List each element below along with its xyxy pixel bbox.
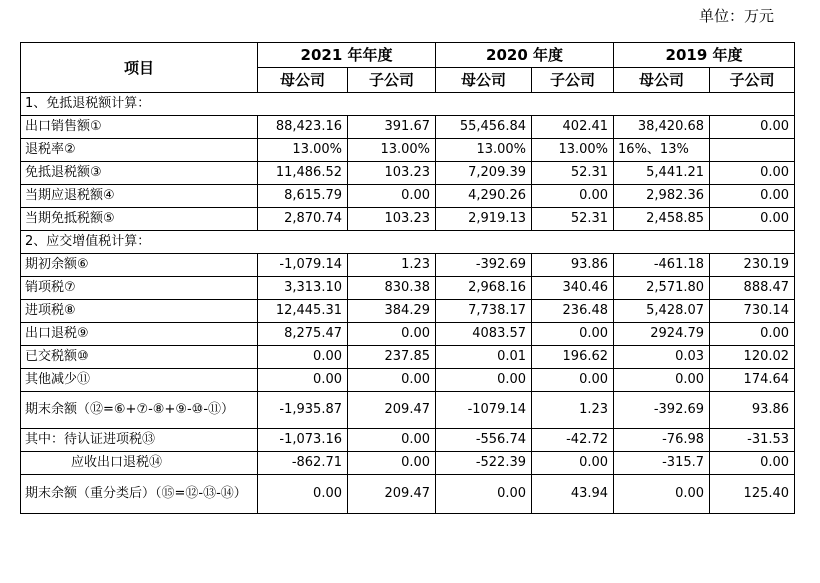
cell-value: 2,571.80 xyxy=(614,277,710,300)
cell-value: 730.14 xyxy=(710,300,795,323)
cell-value: 391.67 xyxy=(348,116,436,139)
cell-value: -1,073.16 xyxy=(258,429,348,452)
cell-value: -461.18 xyxy=(614,254,710,277)
cell-value: 103.23 xyxy=(348,208,436,231)
cell-value: -1,079.14 xyxy=(258,254,348,277)
cell-value: 888.47 xyxy=(710,277,795,300)
cell-value: 0.00 xyxy=(258,475,348,514)
row-label: 当期应退税额④ xyxy=(21,185,258,208)
cell-value: -315.7 xyxy=(614,452,710,475)
table-row-pending-input-tax xyxy=(21,429,795,452)
cell-value: 0.00 xyxy=(710,452,795,475)
cell-value: 0.00 xyxy=(348,452,436,475)
child-header: 子公司 xyxy=(532,68,614,93)
cell-value: 8,615.79 xyxy=(258,185,348,208)
child-header: 子公司 xyxy=(710,68,795,93)
cell-value: 7,209.39 xyxy=(436,162,532,185)
cell-value: 13.00% xyxy=(436,139,532,162)
cell-value: 0.00 xyxy=(348,429,436,452)
cell-value: 13.00% xyxy=(258,139,348,162)
cell-value: 11,486.52 xyxy=(258,162,348,185)
cell-value: 4083.57 xyxy=(436,323,532,346)
table-row-ending-balance xyxy=(21,392,795,429)
table-row xyxy=(21,300,795,323)
cell-value: 125.40 xyxy=(710,475,795,514)
row-label: 期初余额⑥ xyxy=(21,254,258,277)
cell-value: 120.02 xyxy=(710,346,795,369)
cell-value: 236.48 xyxy=(532,300,614,323)
table-row xyxy=(21,323,795,346)
cell-value: 0.00 xyxy=(532,185,614,208)
cell-value: 2,458.85 xyxy=(614,208,710,231)
table-row xyxy=(21,208,795,231)
row-label: 免抵退税额③ xyxy=(21,162,258,185)
cell-value: -31.53 xyxy=(710,429,795,452)
cell-value: 38,420.68 xyxy=(614,116,710,139)
table-row xyxy=(21,254,795,277)
cell-value: 384.29 xyxy=(348,300,436,323)
cell-value: 0.00 xyxy=(348,185,436,208)
cell-value: 7,738.17 xyxy=(436,300,532,323)
cell-value: 4,290.26 xyxy=(436,185,532,208)
row-label: 进项税⑧ xyxy=(21,300,258,323)
cell-value: 5,428.07 xyxy=(614,300,710,323)
cell-value: -76.98 xyxy=(614,429,710,452)
cell-value: -1,935.87 xyxy=(258,392,348,429)
cell-value: 2,919.13 xyxy=(436,208,532,231)
cell-value: 209.47 xyxy=(348,392,436,429)
cell-value: 0.01 xyxy=(436,346,532,369)
cell-value: 0.00 xyxy=(614,369,710,392)
cell-value: 12,445.31 xyxy=(258,300,348,323)
row-label: 当期免抵税额⑤ xyxy=(21,208,258,231)
year-header-2020: 2020 年度 xyxy=(436,43,614,68)
row-label: 期末余额（重分类后）（⑮=⑫-⑬-⑭） xyxy=(21,475,258,514)
cell-value: 5,441.21 xyxy=(614,162,710,185)
cell-value: -42.72 xyxy=(532,429,614,452)
year-header-2021: 2021 年年度 xyxy=(258,43,436,68)
cell-value: 103.23 xyxy=(348,162,436,185)
cell-value: 0.00 xyxy=(614,475,710,514)
row-label: 退税率② xyxy=(21,139,258,162)
cell-value: 0.00 xyxy=(532,323,614,346)
row-label: 其他减少⑪ xyxy=(21,369,258,392)
table-row xyxy=(21,139,795,162)
cell-value: 196.62 xyxy=(532,346,614,369)
row-label: 出口退税⑨ xyxy=(21,323,258,346)
parent-header: 母公司 xyxy=(614,68,710,93)
cell-value: 2,982.36 xyxy=(614,185,710,208)
section-title-refund-calc: 1、免抵退税额计算： xyxy=(21,93,795,116)
cell-value: 93.86 xyxy=(532,254,614,277)
table-row xyxy=(21,369,795,392)
cell-value: 0.00 xyxy=(348,323,436,346)
cell-value: 13.00% xyxy=(348,139,436,162)
cell-value: 3,313.10 xyxy=(258,277,348,300)
cell-value: 2924.79 xyxy=(614,323,710,346)
table-row xyxy=(21,277,795,300)
table-row-export-refund-receivable xyxy=(21,452,795,475)
section-title-vat-calc: 2、应交增值税计算： xyxy=(21,231,795,254)
cell-value: 52.31 xyxy=(532,162,614,185)
cell-value: 0.00 xyxy=(258,346,348,369)
tax-refund-table xyxy=(20,42,795,514)
row-label: 应收出口退税⑭ xyxy=(21,452,258,475)
cell-value: 1.23 xyxy=(348,254,436,277)
table-row xyxy=(21,346,795,369)
cell-value: 230.19 xyxy=(710,254,795,277)
cell-value: 340.46 xyxy=(532,277,614,300)
cell-value: 0.03 xyxy=(614,346,710,369)
cell-value: 0.00 xyxy=(532,369,614,392)
cell-value: 0.00 xyxy=(348,369,436,392)
cell-value: 93.86 xyxy=(710,392,795,429)
table-row xyxy=(21,185,795,208)
cell-value: 16%、13% xyxy=(614,139,710,162)
cell-value: 237.85 xyxy=(348,346,436,369)
cell-value: 830.38 xyxy=(348,277,436,300)
cell-value: 2,870.74 xyxy=(258,208,348,231)
section-row xyxy=(21,231,795,254)
row-label: 期末余额（⑫=⑥+⑦-⑧+⑨-⑩-⑪） xyxy=(21,392,258,429)
cell-value: 174.64 xyxy=(710,369,795,392)
table-row-reclassified-ending-balance xyxy=(21,475,795,514)
cell-value: 0.00 xyxy=(710,323,795,346)
row-label: 出口销售额① xyxy=(21,116,258,139)
parent-header: 母公司 xyxy=(436,68,532,93)
child-header: 子公司 xyxy=(348,68,436,93)
cell-value: 88,423.16 xyxy=(258,116,348,139)
table-row xyxy=(21,116,795,139)
cell-value: 0.00 xyxy=(258,369,348,392)
cell-value xyxy=(710,139,795,162)
year-header-2019: 2019 年度 xyxy=(614,43,795,68)
cell-value: 8,275.47 xyxy=(258,323,348,346)
cell-value: -862.71 xyxy=(258,452,348,475)
cell-value: 0.00 xyxy=(710,208,795,231)
row-label: 已交税额⑩ xyxy=(21,346,258,369)
table-row xyxy=(21,162,795,185)
cell-value: 209.47 xyxy=(348,475,436,514)
cell-value: -392.69 xyxy=(436,254,532,277)
row-label: 销项税⑦ xyxy=(21,277,258,300)
cell-value: -556.74 xyxy=(436,429,532,452)
cell-value: 43.94 xyxy=(532,475,614,514)
cell-value: -392.69 xyxy=(614,392,710,429)
row-label: 其中：待认证进项税⑬ xyxy=(21,429,258,452)
cell-value: 2,968.16 xyxy=(436,277,532,300)
unit-label: 单位：万元 xyxy=(698,7,774,25)
cell-value: 0.00 xyxy=(436,475,532,514)
cell-value: 0.00 xyxy=(710,116,795,139)
cell-value: 1.23 xyxy=(532,392,614,429)
cell-value: 0.00 xyxy=(436,369,532,392)
cell-value: -522.39 xyxy=(436,452,532,475)
cell-value: 55,456.84 xyxy=(436,116,532,139)
cell-value: 52.31 xyxy=(532,208,614,231)
cell-value: 0.00 xyxy=(532,452,614,475)
cell-value: -1079.14 xyxy=(436,392,532,429)
item-column-header: 项目 xyxy=(21,43,258,93)
section-row xyxy=(21,93,795,116)
cell-value: 0.00 xyxy=(710,185,795,208)
cell-value: 402.41 xyxy=(532,116,614,139)
cell-value: 0.00 xyxy=(710,162,795,185)
cell-value: 13.00% xyxy=(532,139,614,162)
parent-header: 母公司 xyxy=(258,68,348,93)
